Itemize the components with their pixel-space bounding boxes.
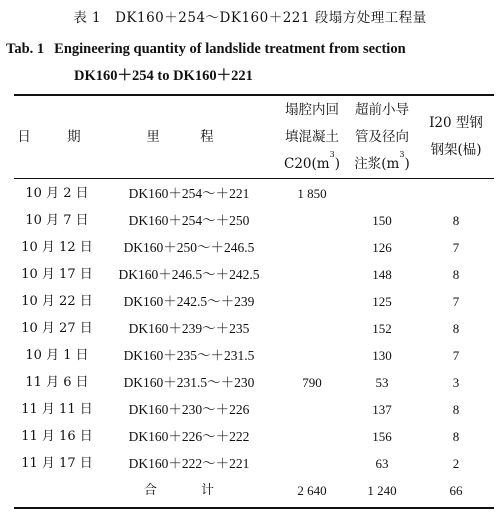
header-steel-arch: I20 型钢 钢架(榀) — [429, 115, 483, 158]
table-body — [14, 180, 494, 504]
table-row: 10 月 27 日 DK160＋239～＋235 152 8 — [21, 321, 460, 336]
table-label-cn: 表 1 — [73, 10, 102, 26]
table-row: 11 月 17 日 DK160＋222～＋221 63 2 — [21, 456, 460, 471]
table-row: 10 月 12 日 DK160＋250～＋246.5 126 7 — [21, 240, 460, 255]
header-fill-concrete: 塌腔内回 填混凝土 $C20(m^3)$ — [284, 101, 340, 172]
table-bottom-rule — [14, 507, 494, 509]
table-title-en-line1: Engineering quantity of landslide treatment from section — [54, 41, 406, 57]
table-caption-en — [6, 36, 498, 90]
table-header-rule — [14, 178, 494, 179]
table-total-row: 合 计 2 640 1 240 66 — [143, 483, 463, 498]
header-mileage: 里 程 — [146, 128, 232, 145]
header-grouting: 超前小导 管及径向 注浆$(m^3)$ — [354, 101, 410, 172]
table-row: 10 月 1 日 DK160＋235～＋231.5 130 7 — [25, 348, 460, 363]
table-row: 10 月 17 日 DK160＋246.5～＋242.5 148 8 — [21, 267, 460, 282]
header-date: 日 期 — [17, 128, 97, 145]
table-title-en-line2: DK160＋254 to DK160＋221 — [74, 68, 253, 84]
table-row: 11 月 16 日 DK160＋226～＋222 156 8 — [21, 429, 460, 444]
table-caption-cn — [0, 6, 500, 26]
table-row: 11 月 11 日 DK160＋230～＋226 137 8 — [21, 402, 460, 417]
table-row: 10 月 22 日 DK160＋242.5～＋239 125 7 — [21, 294, 460, 309]
table-row: 10 月 7 日 DK160＋254～＋250 150 8 — [25, 213, 460, 228]
table-label-en: Tab. 1 — [6, 41, 45, 57]
table-row: 11 月 6 日 DK160＋231.5～＋230 790 53 3 — [25, 375, 460, 390]
table-title-cn: DK160＋254～DK160＋221 段塌方处理工程量 — [115, 10, 427, 26]
table-row: 10 月 2 日 DK160＋254～＋221 1 850 — [25, 186, 327, 201]
